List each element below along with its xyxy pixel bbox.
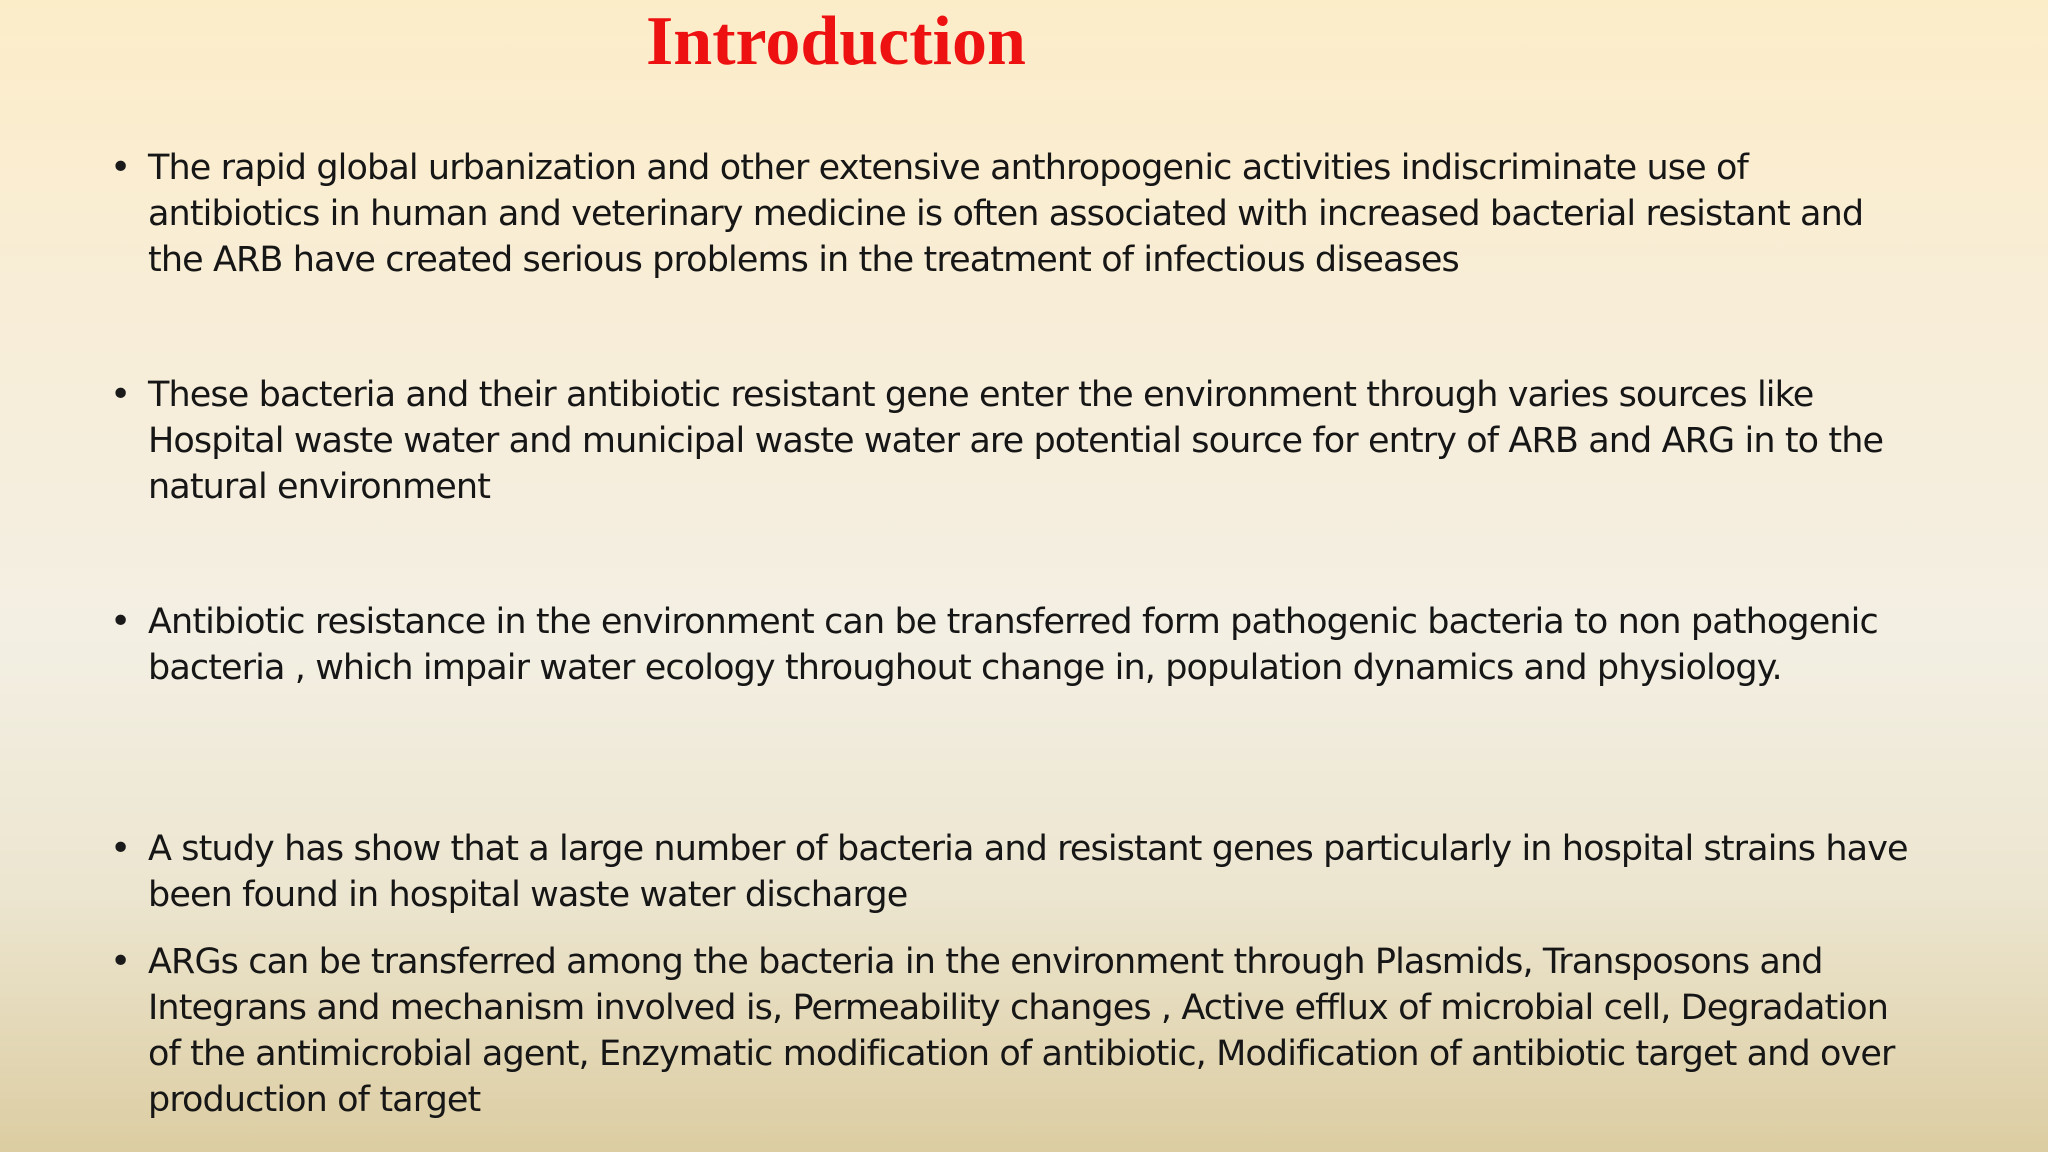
bullet-text: These bacteria and their antibiotic resistant gene enter the environment through varies sources like Hospital waste water and municipal waste water are potential source for entry of ARB and ARG in to the natural environment xyxy=(148,375,1884,507)
bullet-item xyxy=(110,145,1910,283)
bullet-item xyxy=(110,939,1910,1123)
bullet-text: Antibiotic resistance in the environment can be transferred form pathogenic bacteria to non pathogenic bacteria , which impair water ecology throughout change in, population dynamics and physiology. xyxy=(148,602,1878,688)
bullet-icon: • xyxy=(110,828,132,869)
bullet-text: The rapid global urbanization and other extensive anthropogenic activities indiscriminate use of antibiotics in human and veterinary medicine is often associated with increased bacterial resistant and the ARB have created serious problems in the treatment of infectious diseases xyxy=(148,148,1864,280)
slide-title: Introduction xyxy=(646,3,1026,80)
bullet-text: A study has show that a large number of bacteria and resistant genes particularly in hospital strains have been found in hospital waste water discharge xyxy=(148,829,1908,915)
bullet-icon: • xyxy=(110,601,132,642)
bullet-item xyxy=(110,599,1910,691)
bullet-icon: • xyxy=(110,147,132,188)
bullet-item xyxy=(110,372,1910,510)
bullet-icon: • xyxy=(110,374,132,415)
bullet-item xyxy=(110,826,1910,918)
bullet-text: ARGs can be transferred among the bacteria in the environment through Plasmids, Transposons and Integrans and mechanism involved is, Permeability changes , Active efflux of microbial cell, Degradation of the antimicrobial agent, Enzymatic modification of antibiotic, Modification of antibiotic target and over production of target xyxy=(148,942,1895,1120)
bullet-icon: • xyxy=(110,941,132,982)
